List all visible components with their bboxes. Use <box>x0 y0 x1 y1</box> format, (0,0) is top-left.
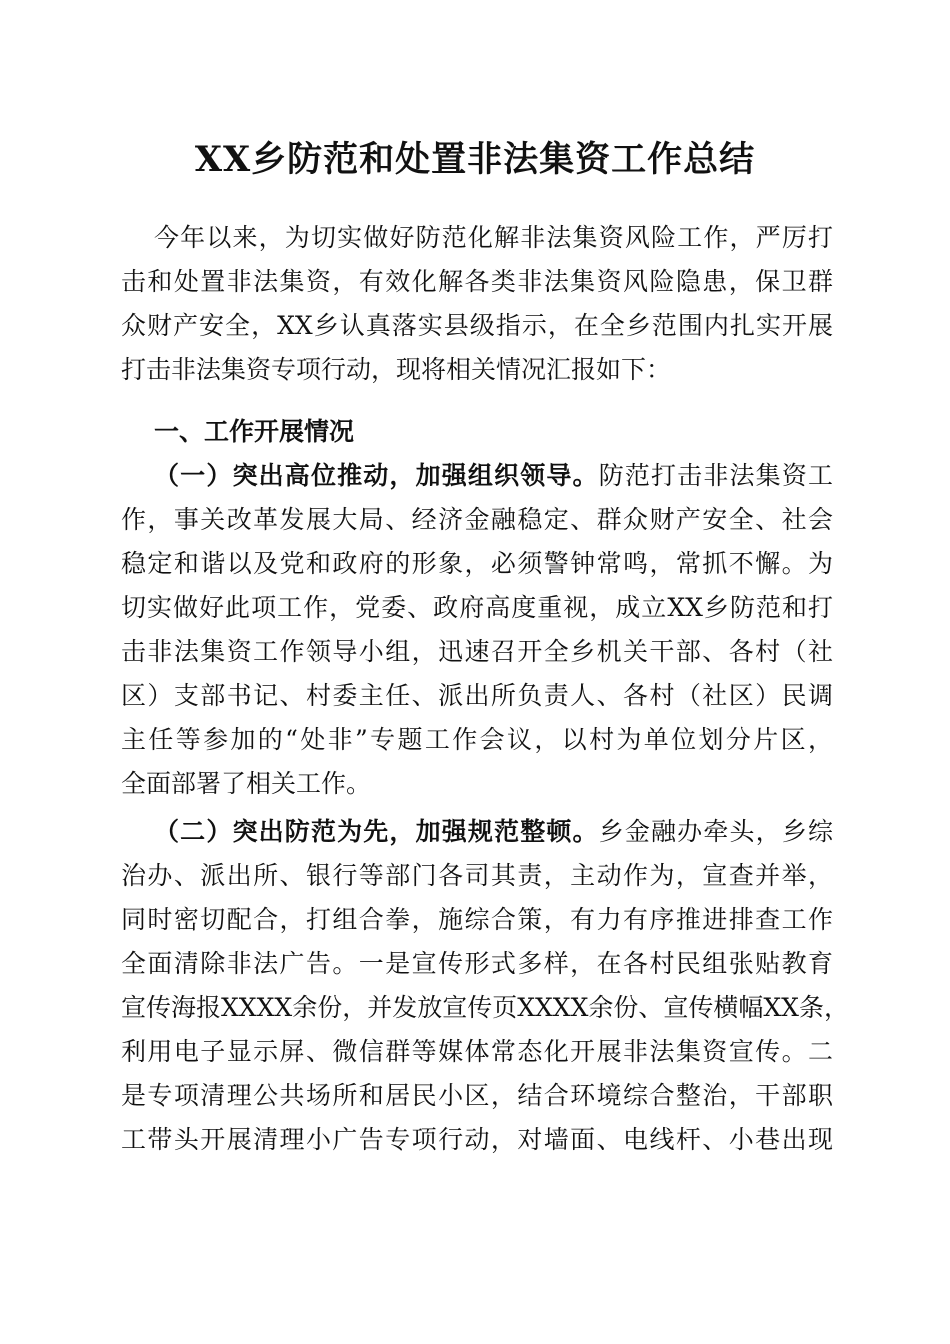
body-line: 击非法集资工作领导小组，迅速召开全乡机关干部、各村（社 <box>121 637 833 666</box>
body-line: 工带头开展清理小广告专项行动，对墙面、电线杆、小巷出现 <box>121 1125 833 1154</box>
intro-line: 击和处置非法集资，有效化解各类非法集资风险隐患，保卫群 <box>121 267 833 296</box>
body-line: 作，事关改革发展大局、经济金融稳定、群众财产安全、社会 <box>121 505 833 534</box>
section-heading: 一、工作开展情况 <box>154 417 355 446</box>
part1-first-line <box>154 454 833 498</box>
body-line: 区）支部书记、村委主任、派出所负责人、各村（社区）民调 <box>121 681 833 710</box>
body-line: 是专项清理公共场所和居民小区，结合环境综合整治，干部职 <box>121 1081 833 1110</box>
body-line: 主任等参加的“处非”专题工作会议，以村为单位划分片区， <box>121 725 833 754</box>
part2-first-line <box>154 810 833 854</box>
body-line: 全面清除非法广告。一是宣传形式多样，在各村民组张贴教育 <box>121 949 833 978</box>
part2-first-line-text: 乡金融办牵头，乡综 <box>598 817 833 846</box>
body-line: 利用电子显示屏、微信群等媒体常态化开展非法集资宣传。二 <box>121 1037 833 1066</box>
part1-subheading: （一）突出高位推动，加强组织领导。 <box>154 461 599 490</box>
body-line: 同时密切配合，打组合拳，施综合策，有力有序推进排查工作 <box>121 905 833 934</box>
intro-line: 今年以来，为切实做好防范化解非法集资风险工作，严厉打 <box>154 223 833 252</box>
body-line: 切实做好此项工作，党委、政府高度重视，成立XX乡防范和打 <box>121 593 833 622</box>
intro-line: 众财产安全，XX乡认真落实县级指示，在全乡范围内扎实开展 <box>121 311 833 340</box>
intro-line: 打击非法集资专项行动，现将相关情况汇报如下： <box>121 355 672 384</box>
body-line: 宣传海报XXXX余份，并发放宣传页XXXX余份、宣传横幅XX条， <box>121 993 849 1022</box>
body-line: 治办、派出所、银行等部门各司其责，主动作为，宣查并举， <box>121 861 833 890</box>
part1-first-line-text: 防范打击非法集资工 <box>598 461 833 490</box>
part2-subheading: （二）突出防范为先，加强规范整顿。 <box>154 817 599 846</box>
document-title: XX乡防范和处置非法集资工作总结 <box>194 139 756 180</box>
body-line: 稳定和谐以及党和政府的形象，必须警钟常鸣，常抓不懈。为 <box>121 549 833 578</box>
body-line: 全面部署了相关工作。 <box>121 769 372 798</box>
